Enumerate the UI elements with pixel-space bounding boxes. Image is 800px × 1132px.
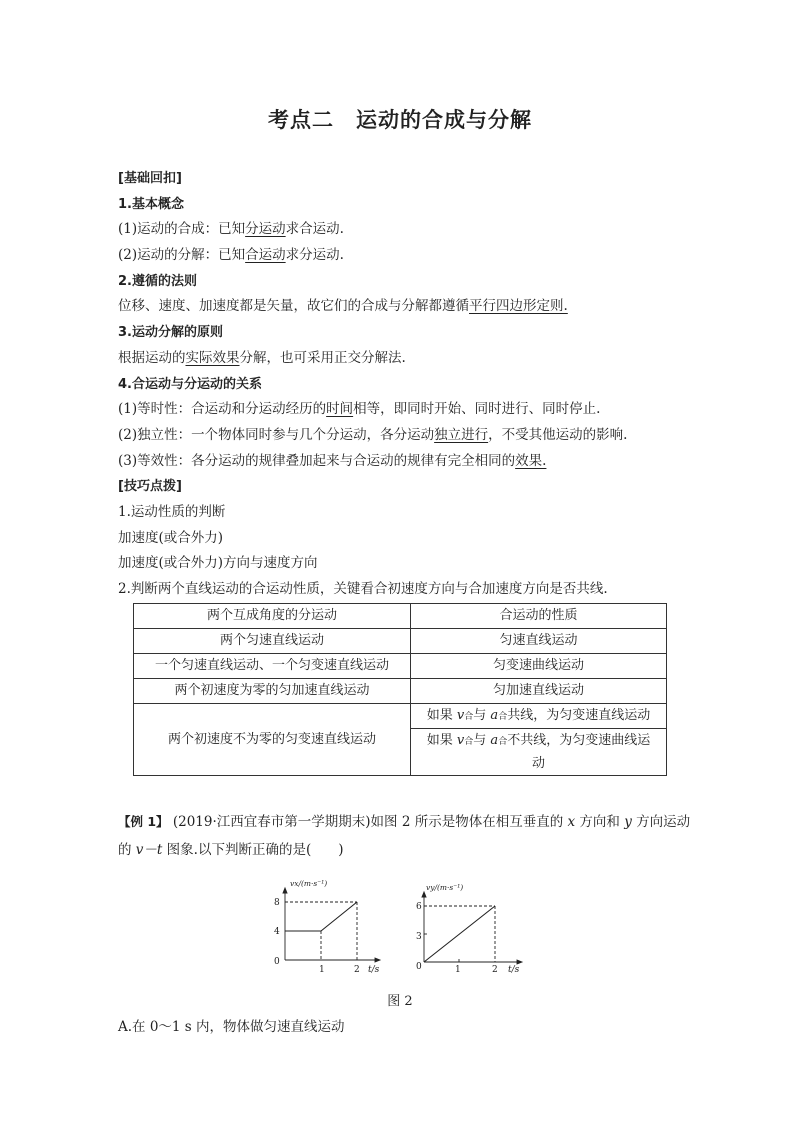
text: (2)独立性：一个物体同时参与几个分运动，各分运动 [118,426,435,443]
symbol-v: v [456,732,465,748]
text: (2)运动的分解：已知 [118,247,246,264]
tip-3: 加速度(或合外力)方向与速度方向 [118,555,318,572]
line-synthesis [118,217,678,243]
example-line-1 [118,808,691,836]
symbol-x: x [567,814,576,830]
graph-vx-y-arrow [283,888,287,893]
table-cell: 两个初速度为零的匀加速直线运动 [134,679,411,704]
motion-property-table [133,603,667,776]
table-cell: 两个初速度不为零的匀变速直线运动 [134,704,411,776]
subscript: 合 [464,736,474,747]
line-vector-rule [118,294,678,320]
answer-underlined: 独立进行 [434,426,489,443]
graph-vy-x-arrow [517,960,522,964]
text: 不共线，为匀变速曲线运 [507,732,651,748]
table-row [134,654,667,679]
graph-vx-ytick: 0 [274,957,280,967]
example-label: 【例 1】 [118,814,169,829]
text: 共线，为匀变速直线运动 [507,707,651,723]
page-title [0,104,800,134]
table-header-row [134,604,667,629]
text: 与 [473,732,491,748]
text: 动 [531,755,545,771]
line-principle [118,346,678,372]
option-a: A.在 0～1 s 内，物体做匀速直线运动 [118,1019,345,1035]
section-label-tips: [技巧点拨] [118,479,182,495]
tip-1: 1.运动性质的判断 [118,503,226,520]
text: 如果 [426,707,457,723]
table-cell: 匀速直线运动 [411,629,667,654]
text: 如果 [426,732,457,748]
text: 图象.以下判断正确的是( ) [162,842,344,858]
text: 求分运动. [285,247,344,264]
table-header-cell: 两个互成角度的分运动 [134,604,411,629]
line-independence [118,423,678,449]
graph-vx-xtick: 2 [354,965,360,975]
heading-basic-concepts: 1.基本概念 [118,196,184,212]
line-decomposition [118,243,678,269]
text: 位移、速度、加速度都是矢量，故它们的合成与分解都遵循 [118,298,469,315]
text: 的 [118,842,136,858]
symbol-y: y [624,814,632,830]
graph-vx-ytick: 8 [274,898,280,908]
basics-section [118,166,678,603]
graph-vx-line [285,902,357,931]
table-cell: 匀变速曲线运动 [411,654,667,679]
graph-vy-ytick: 3 [416,932,422,942]
graph-vy-xtick: 2 [492,965,498,975]
text: ，不受其他运动的影响. [488,426,628,443]
text: (1)运动的合成：已知 [118,221,246,238]
line-isochronism [118,397,678,423]
symbol-a: a [490,707,499,723]
table-cell: 一个匀速直线运动、一个匀变速直线运动 [134,654,411,679]
figure-caption: 图 2 [387,994,413,1009]
graph-vx-x-arrow [375,958,380,962]
table-cell [411,729,667,776]
text: (2019·江西宜春市第一学期期末)如图 2 所示是物体在相互垂直的 [172,814,568,830]
title-part2: 运动的合成与分解 [356,108,532,132]
tip-4: 2.判断两个直线运动的合运动性质，关键看合初速度方向与合加速度方向是否共线. [118,581,608,597]
graph-vy-ytick: 6 [416,902,422,912]
table-header-cell: 合运动的性质 [411,604,667,629]
table-cell [411,704,667,729]
line-equivalence [118,449,678,475]
graph-vx-ytick: 4 [274,927,280,937]
text: 相等，即同时开始、同时进行、同时停止. [353,401,601,418]
heading-principle: 3.运动分解的原则 [118,325,223,341]
text: 分解，也可采用正交分解法. [239,349,406,366]
table-cell: 匀加速直线运动 [411,679,667,704]
symbol-v: v [456,707,465,723]
table-row [134,679,667,704]
example-1 [118,808,691,864]
subscript: 合 [498,736,508,747]
table-cell: 两个匀速直线运动 [134,629,411,654]
answer-underlined: 实际效果 [185,349,240,366]
text: (1)等时性：合运动和分运动经历的 [118,401,327,418]
heading-rule: 2.遵循的法则 [118,273,197,289]
graph-vx-xtick: 1 [319,965,325,975]
example-line-2 [118,836,678,864]
subscript: 合 [464,711,474,722]
graph-vx-xlabel: t/s [368,965,380,975]
text: 方向和 [575,814,625,830]
tip-2: 加速度(或合外力) [118,529,224,546]
graph-vy-ytick: 0 [416,962,422,972]
heading-relation: 4.合运动与分运动的关系 [118,376,262,392]
title-part1: 考点二 [268,108,334,132]
symbol-a: a [490,732,499,748]
text: 与 [473,707,491,723]
answer-underlined: 效果. [515,452,547,469]
section-label-basics: [基础回扣] [118,171,182,186]
graph-vy-xtick: 1 [455,965,461,975]
graph-vx-ylabel: vx/(m·s⁻¹) [290,879,328,888]
text: 求合运动. [285,221,344,238]
answer-underlined: 平行四边形定则. [469,298,568,315]
table-row [134,629,667,654]
graph-vy-xlabel: t/s [508,965,520,975]
graph-vx [268,876,388,976]
graph-vy-line [424,906,495,962]
text: 方向运动 [631,814,691,830]
text: (3)等效性：各分运动的规律叠加起来与合运动的规律有完全相同的 [118,452,516,469]
answer-underlined: 合运动 [245,247,286,264]
table-row [134,704,667,729]
symbol-vt: v－t [135,842,163,858]
answer-underlined: 分运动 [245,221,286,238]
text: 根据运动的 [118,349,186,366]
subscript: 合 [498,711,508,722]
graph-vy-ylabel: vy/(m·s⁻¹) [426,883,464,892]
graph-vy-y-arrow [422,892,426,897]
answer-underlined: 时间 [326,401,354,418]
graph-vy [410,876,530,976]
